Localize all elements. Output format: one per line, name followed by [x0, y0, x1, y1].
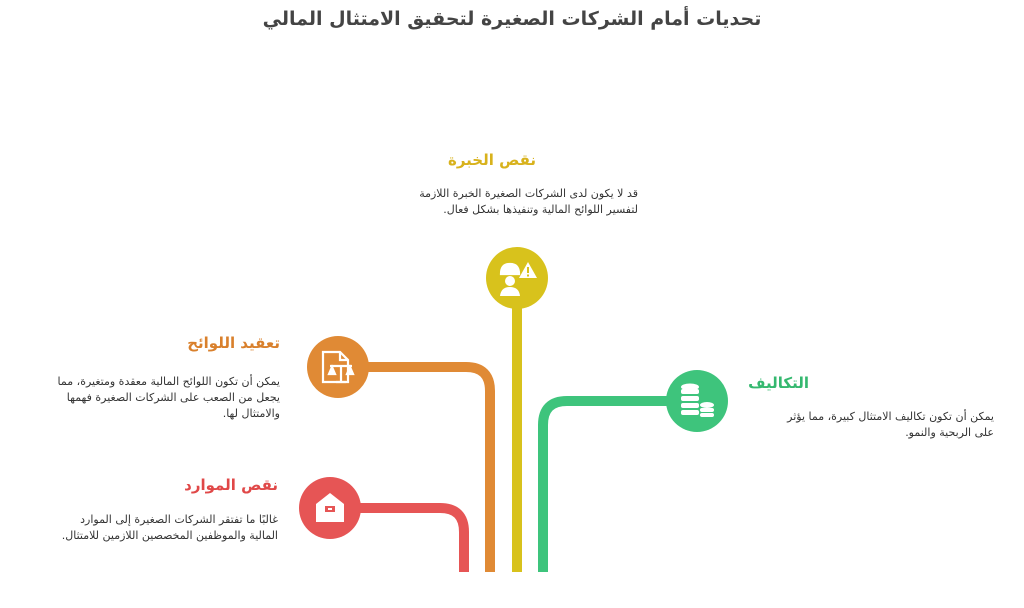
- regulations-heading: تعقيد اللوائح: [187, 334, 280, 352]
- regulations-node: [307, 336, 369, 398]
- costs-heading: التكاليف: [748, 374, 809, 392]
- resources-description: غالبًا ما تفتقر الشركات الصغيرة إلى الموارد المالية والموظفين المخصصين اللازمين للامتثال.: [61, 513, 278, 542]
- green-branch-line: [543, 401, 697, 572]
- costs-description: يمكن أن تكون تكاليف الامتثال كبيرة، مما يؤثر على الربحية والنمو.: [787, 410, 994, 439]
- costs-node: [666, 370, 728, 432]
- resources-heading: نقص الموارد: [184, 476, 278, 494]
- resources-node: [299, 477, 361, 539]
- expertise-heading: نقص الخبرة: [447, 151, 536, 169]
- regulations-description: يمكن أن تكون اللوائح المالية معقدة ومتغيرة، مما يجعل من الصعب على الشركات الصغيرة فهمها والامتثال لها.: [57, 375, 280, 420]
- diagram-title: تحديات أمام الشركات الصغيرة لتحقيق الامتثال المالي: [262, 8, 762, 30]
- expertise-node: [486, 247, 548, 309]
- expertise-description: قد لا يكون لدى الشركات الصغيرة الخبرة اللازمة لتفسير اللوائح المالية وتنفيذها بشكل فعال.: [419, 187, 638, 216]
